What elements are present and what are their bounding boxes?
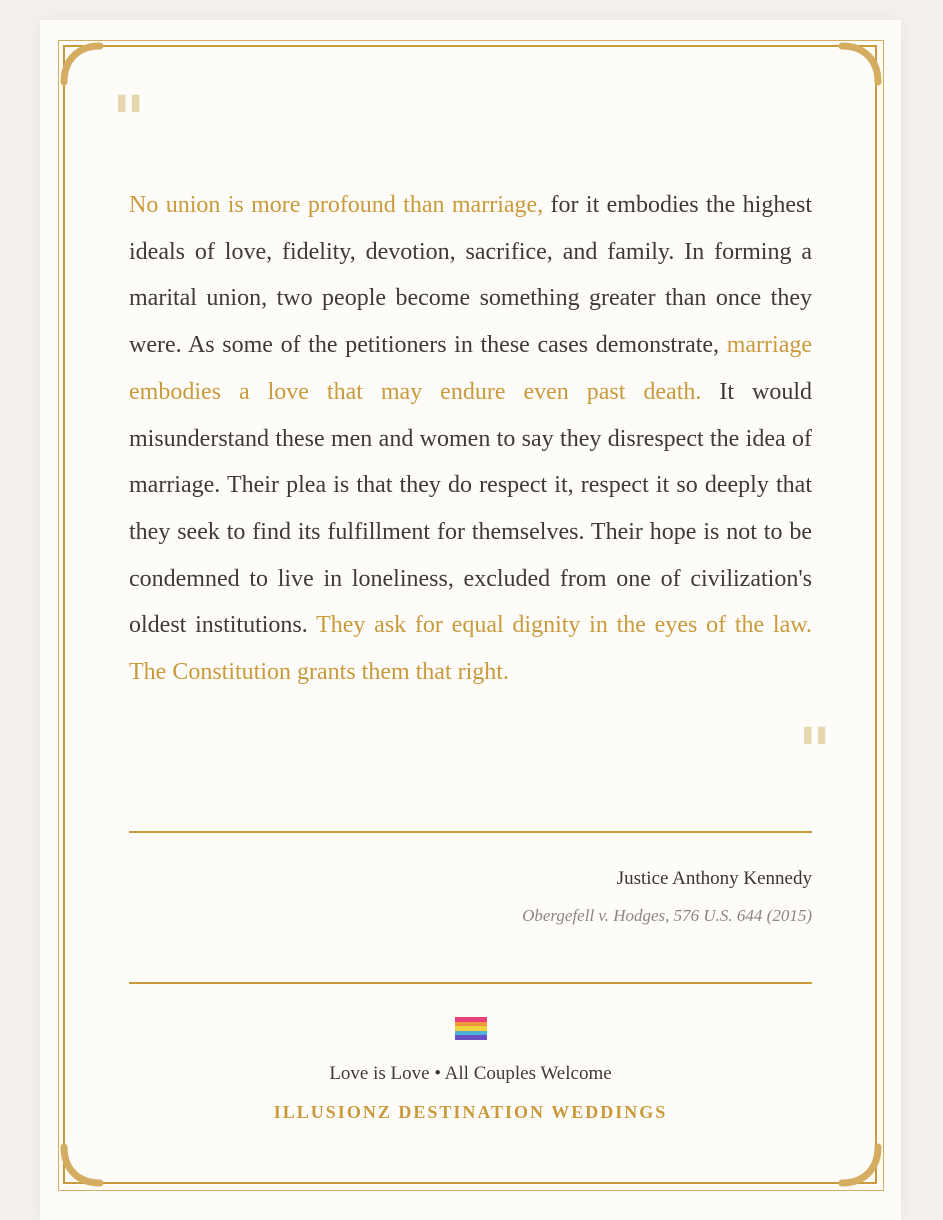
- quote-segment: It would misunderstand these men and women to say they disrespect the idea of marriage. Their plea is that they do respect it, respect it so deeply that they seek to find its fulfillment for themselves. Their hope is not to be condemned to live in loneliness, excluded from one of civilization's oldest institutions.: [129, 378, 812, 639]
- divider: [129, 831, 812, 833]
- quote-text: [129, 182, 812, 696]
- quote-segment: for it embodies the highest ideals of love, fidelity, devotion, sacrifice, and family. In forming a marital union, two people become something greater than once they were. As some of the petitioners in these cases demonstrate,: [129, 192, 813, 359]
- brand-name: ILLUSIONZ DESTINATION WEDDINGS: [273, 1102, 668, 1122]
- open-quote-icon: ": [112, 82, 146, 157]
- quote-segment: They ask for equal dignity in the eyes of the law. The Constitution grants them that right.: [129, 612, 812, 686]
- flag-stripe: [455, 1035, 487, 1040]
- corner-ornament-icon: [836, 1141, 882, 1187]
- close-quote-icon: ": [798, 714, 832, 789]
- quote-card: [40, 20, 901, 1220]
- case-citation: Obergefell v. Hodges, 576 U.S. 644 (2015): [522, 906, 812, 925]
- corner-ornament-icon: [836, 42, 882, 88]
- divider: [129, 982, 812, 984]
- tagline: Love is Love • All Couples Welcome: [329, 1063, 612, 1084]
- quote-segment: marriage embodies a love that may endure even past death.: [129, 332, 812, 405]
- corner-ornament-icon: [60, 1141, 106, 1187]
- quote-segment: No union is more profound than marriage,: [129, 192, 544, 218]
- pride-flag-icon: [455, 1017, 487, 1040]
- corner-ornament-icon: [60, 42, 106, 88]
- quote-author: Justice Anthony Kennedy: [616, 868, 812, 889]
